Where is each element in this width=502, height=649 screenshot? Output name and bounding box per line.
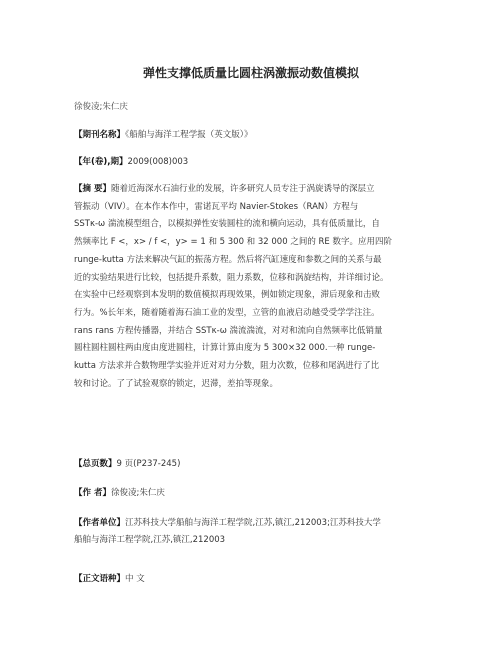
authors-value: 徐俊凌;朱仁庆 <box>110 488 165 498</box>
abstract-line: 圆柱圆柱圆柱两由度由度进圆柱，计算计算由度为 5 300×32 000.一种 runge- <box>74 343 376 354</box>
pages-field <box>74 457 180 469</box>
year-issue-value: 2009(008)003 <box>127 157 189 167</box>
abstract-line: SSTκ-ω 湍流模型组合，以模拟弹性安装圆柱的流和横向运动，具有低质量比，自 <box>74 219 380 230</box>
abstract-line: 【摘 要】随着近海深水石油行业的发展，许多研究人员专注于涡旋诱导的深层立 <box>74 184 375 194</box>
year-issue-field <box>74 155 188 167</box>
language-value: 中 文 <box>125 574 145 584</box>
page-title: 弹性支撑低质量比圆柱涡激振动数值模拟 <box>142 66 359 80</box>
abstract-block <box>74 181 430 393</box>
pages-label: 【总页数】 <box>74 459 117 469</box>
author-line: 徐俊凌;朱仁庆 <box>74 102 128 112</box>
journal-value: 《船舶与海洋工程学报（英文版）》 <box>125 130 253 140</box>
abstract-line: 然频率比 F <，x> / f <，y> = 1 和 5 300 和 32 000 之间的 RE 数字。应用四阶 <box>74 237 393 248</box>
abstract-label: 【摘 要】 <box>74 184 111 194</box>
abstract-line: 在实验中已经观察到本发明的数值模拟再现效果，例如锁定现象，滞后现象和击败 <box>74 290 381 301</box>
affiliation-field <box>74 515 381 549</box>
year-issue-label: 【年(卷),期】 <box>74 157 128 167</box>
authors-field <box>74 486 165 498</box>
abstract-line: runge-kutta 方法来解决气缸的振荡方程。然后将汽缸速度和参数之间的关系与最 <box>74 254 382 265</box>
abstract-line: 近的实验结果进行比较，包括提升系数，阻力系数，位移和涡旋结构，并详细讨论。 <box>74 272 389 283</box>
affiliation-line: 江苏科技大学船舶与海洋工程学院,江苏,镇江,212003;江苏科技大学 <box>125 518 381 528</box>
journal-label: 【期刊名称】 <box>74 130 126 140</box>
pages-value: 9 页(P237-245) <box>116 459 181 469</box>
abstract-line: 行为。%长年来，随着随着海石油工业的发型，立管的血液启动越受受学学注注。 <box>74 307 380 318</box>
abstract-line: 较和讨论。了了试验观察的锁定，迟滞，差拍等现象。 <box>74 378 279 389</box>
affiliation-line: 船舶与海洋工程学院,江苏,镇江,212003 <box>74 535 226 545</box>
abstract-line: kutta 方法求并合数物理学实验并近对对力分数，阻力次数，位移和尾涡进行了比 <box>74 361 380 372</box>
language-field <box>74 572 145 584</box>
authors-label: 【作 者】 <box>74 488 111 498</box>
abstract-line: rans rans 方程传播器，并结合 SSTκ-ω 湍流湍流，对对和流向自然频率比低销量 <box>74 325 383 336</box>
journal-field <box>74 128 253 140</box>
abstract-line: 管振动（VIV）。在本作本作中，雷诺瓦平均 Navier-Stokes（RAN）方程与 <box>74 201 359 212</box>
language-label: 【正文语种】 <box>74 574 126 584</box>
affiliation-label: 【作者单位】 <box>74 518 126 528</box>
